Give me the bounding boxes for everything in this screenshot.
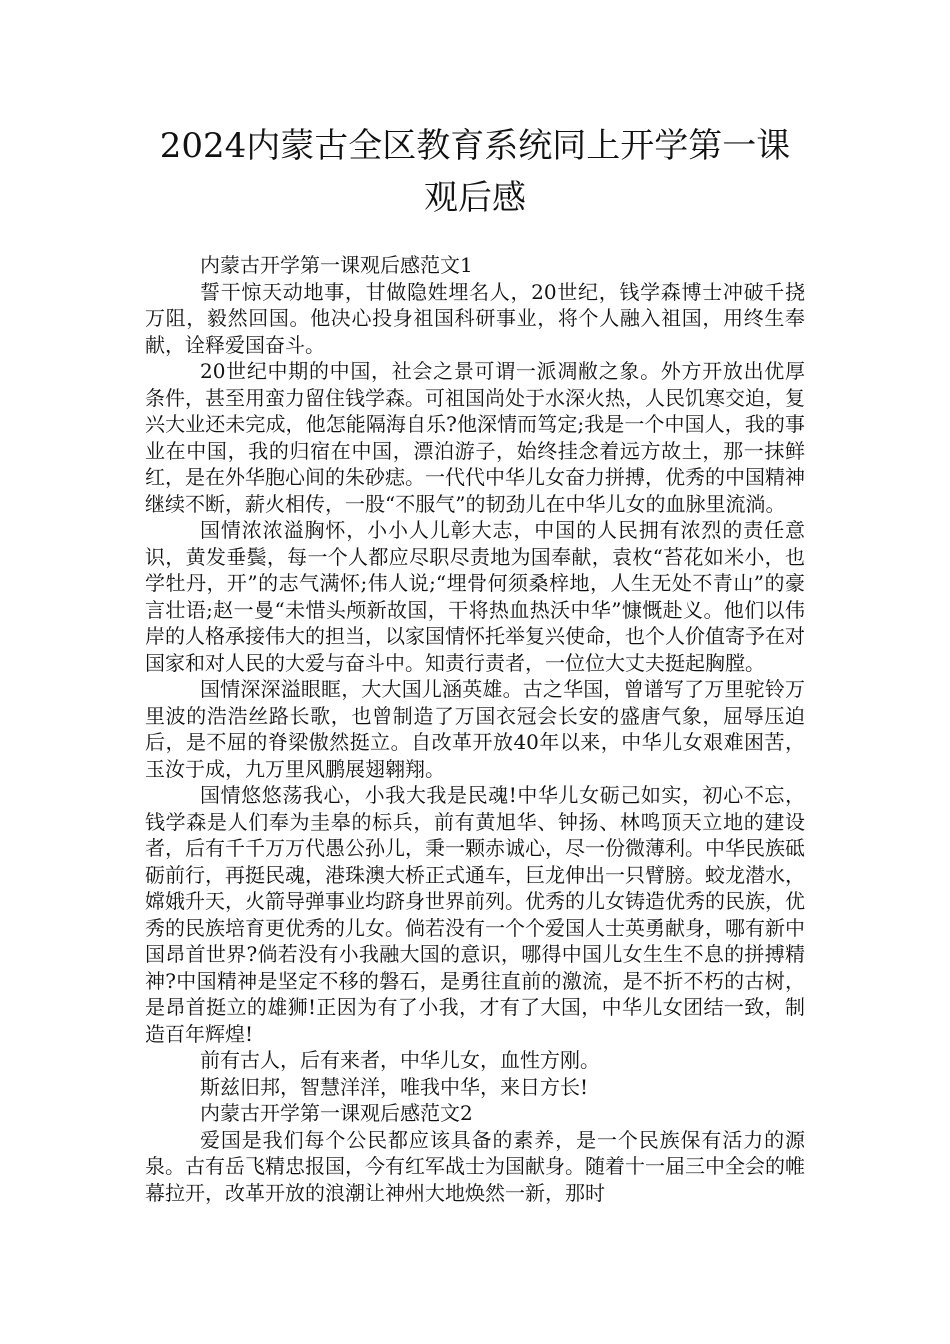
paragraph: 前有古人，后有来者，中华儿女，血性方刚。 bbox=[200, 1048, 600, 1072]
document-body bbox=[145, 252, 805, 1206]
paragraph: 国情深深溢眼眶，大大国儿涵英雄。古之华国，曾谱写了万里驼铃万里波的浩浩丝路长歌，也曾制造了万国衣冠会长安的盛唐气象，屈辱压迫后，是不屈的脊梁傲然挺立。自改革开放40年以来，中华儿女艰难困苦，玉汝于成，九万里风鹏展翅翱翔。 bbox=[145, 677, 805, 781]
section-heading-2: 内蒙古开学第一课观后感范文2 bbox=[200, 1101, 473, 1125]
title-line-1: 2024内蒙古全区教育系统同上开学第一课 bbox=[159, 126, 791, 166]
document-page bbox=[145, 120, 805, 1206]
paragraph: 爱国是我们每个公民都应该具备的素养，是一个民族保有活力的源泉。古有岳飞精忠报国，今有红军战士为国献身。随着十一届三中全会的帷幕拉开，改革开放的浪潮让神州大地焕然一新，那时 bbox=[145, 1127, 805, 1205]
title-line-2: 观后感 bbox=[424, 178, 526, 218]
paragraph: 斯兹旧邦，智慧洋洋，唯我中华，来日方长! bbox=[200, 1074, 589, 1099]
paragraph: 国情悠悠荡我心，小我大我是民魂!中华儿女砺己如实，初心不忘，钱学森是人们奉为圭皋的标兵，前有黄旭华、钟扬、林鸣顶天立地的建设者，后有千千万万代愚公孙儿，秉一颗赤诚心，尽一份微薄利。中华民族砥砺前行，再挺民魂，港珠澳大桥正式通车，巨龙伸出一只臂膀。蛟龙潜水，嫦娥升天，火箭导弹事业均跻身世界前列。优秀的儿女铸造优秀的民族，优秀的民族培育更优秀的儿女。倘若没有一个个爱国人士英勇献身，哪有新中国昂首世界?倘若没有小我融大国的意识，哪得中国儿女生生不息的拼搏精神?中国精神是坚定不移的磐石，是勇往直前的激流，是不折不朽的古树，是昂首挺立的雄狮!正因为有了小我，才有了大国，中华儿女团结一致，制造百年辉煌! bbox=[145, 783, 805, 1046]
paragraph: 20世纪中期的中国，社会之景可谓一派凋敝之象。外方开放出优厚条件，甚至用蛮力留住钱学森。可祖国尚处于水深火热，人民饥寒交迫，复兴大业还未完成，他怎能隔海自乐?他深情而笃定;我是一个中国人，我的事业在中国，我的归宿在中国，漂泊游子，始终挂念着远方故土，那一抹鲜红，是在外华胞心间的朱砂痣。一代代中华儿女奋力拼搏，优秀的中国精神继续不断，薪火相传，一股“不服气”的韧劲儿在中华儿女的血脉里流淌。 bbox=[145, 359, 805, 516]
section-heading-1: 内蒙古开学第一课观后感范文1 bbox=[200, 253, 473, 277]
paragraph: 国情浓浓溢胸怀，小小人儿彰大志，中国的人民拥有浓烈的责任意识，黄发垂鬓，每一个人都应尽职尽责地为国奉献，袁枚“苔花如米小，也学牡丹，开”的志气满怀;伟人说;“埋骨何须桑梓地，人生无处不青山”的豪言壮语;赵一曼“未惜头颅新故国，干将热血热沃中华”慷慨赴义。他们以伟岸的人格承接伟大的担当，以家国情怀托举复兴使命，也个人价值寄予在对国家和对人民的大爱与奋斗中。知责行责者，一位位大丈夫挺起胸膛。 bbox=[145, 518, 805, 675]
document-title bbox=[145, 120, 805, 224]
paragraph: 誓干惊天动地事，甘做隐姓埋名人，20世纪，钱学森博士冲破千挠万阻，毅然回国。他决心投身祖国科研事业，将个人融入祖国，用终生奉献，诠释爱国奋斗。 bbox=[145, 279, 805, 357]
